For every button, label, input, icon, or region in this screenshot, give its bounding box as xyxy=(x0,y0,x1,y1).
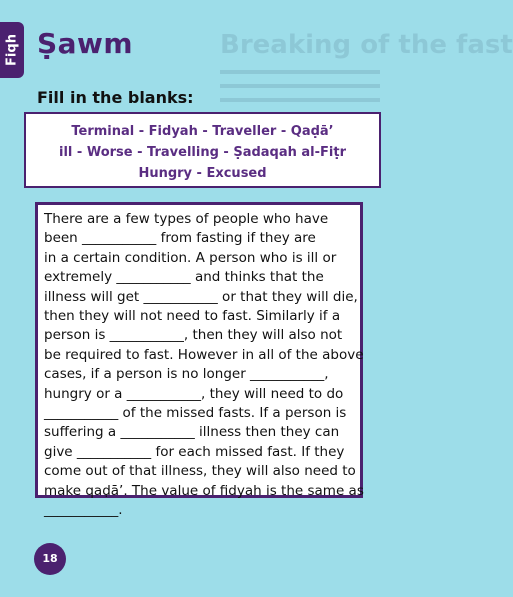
passage-line: ___________ of the missed fasts. If a person is xyxy=(44,405,347,422)
passage-line: been ___________ from fasting if they are xyxy=(44,230,316,247)
passage-line: cases, if a person is no longer ___________, xyxy=(44,366,329,383)
passage-line: ___________. xyxy=(44,502,123,519)
word-bank-line: ill - Worse - Travelling - Ṣadaqah al-Fiṭr xyxy=(59,145,346,160)
passage-line: There are a few types of people who have xyxy=(44,211,329,227)
passage-line: make qaḍā’. The value of fidyah is the same as xyxy=(44,482,364,499)
passage-line: illness will get ___________ or that they will die, xyxy=(44,288,358,305)
page-title: Ṣawm xyxy=(37,27,134,60)
passage-line: extremely ___________ and thinks that the xyxy=(44,269,324,286)
word-bank-line: Terminal - Fidyah - Traveller - Qaḍā’ xyxy=(71,124,334,139)
page-number-badge: 18 xyxy=(34,543,66,575)
passage-box xyxy=(35,202,364,519)
passage-line: come out of that illness, they will also need to xyxy=(44,463,356,480)
passage-line: be required to fast. However in all of the above xyxy=(44,346,364,363)
faded-line xyxy=(220,70,380,74)
instruction-text: Fill in the blanks: xyxy=(37,88,194,107)
passage-line: suffering a ___________ illness then they can xyxy=(44,424,340,441)
section-tab xyxy=(0,22,24,78)
passage-line: give ___________ for each missed fast. If they xyxy=(44,443,345,460)
passage-line: then they will not need to fast. Similarly if a xyxy=(44,308,341,325)
passage-line: hungry or a ___________, they will need to do xyxy=(44,385,344,402)
word-bank-line: Hungry - Excused xyxy=(138,166,267,181)
faded-heading-text: Breaking of the fast xyxy=(220,30,513,60)
faded-line xyxy=(220,98,380,102)
word-bank-box xyxy=(24,112,381,188)
passage-line: in a certain condition. A person who is ill or xyxy=(44,249,337,266)
faded-line xyxy=(220,84,380,88)
passage-line: person is ___________, then they will also not xyxy=(44,327,343,344)
section-tab-label: Fiqh xyxy=(4,34,20,66)
